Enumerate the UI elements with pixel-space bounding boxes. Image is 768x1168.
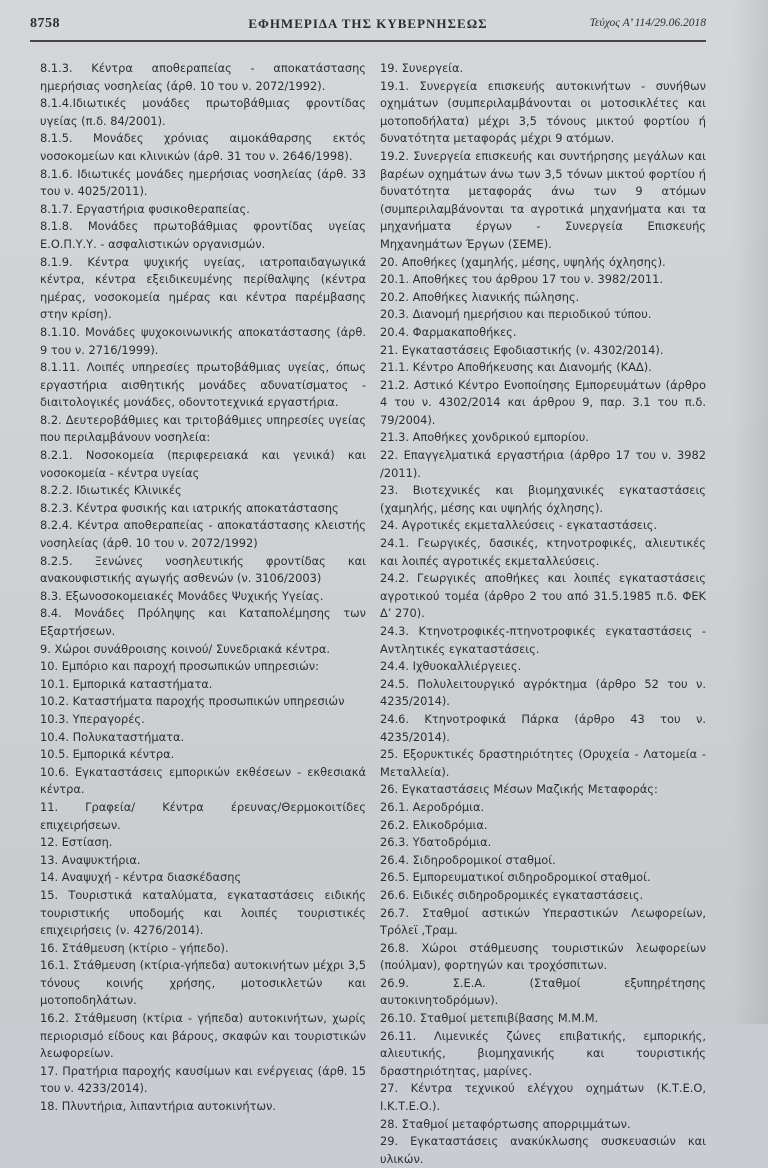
list-item: 20. Αποθήκες (χαμηλής, μέσης, υψηλής όχλησης). (380, 254, 666, 269)
list-item: 8.1.6. Ιδιωτικές μονάδες ημερήσιας νοσηλείας (άρθ. 33 του ν. 4025/2011). (40, 166, 366, 199)
list-item: 8.2.5. Ξενώνες νοσηλευτικής φροντίδας και ανακουφιστικής αγωγής ασθενών (ν. 3106/2003) (40, 553, 366, 586)
list-item: 20.1. Αποθήκες του άρθρου 17 του ν. 3982/2011. (380, 272, 663, 287)
list-item: 10.2. Καταστήματα παροχής προσωπικών υπηρεσιών (40, 694, 345, 709)
list-item: 24.6. Κτηνοτροφικά Πάρκα (άρθρο 43 του ν. 4235/2014). (380, 711, 706, 744)
list-item: 8.1.3. Κέντρα αποθεραπείας - αποκατάστασης ημερήσιας νοσηλείας (άρθ. 10 του ν. 2072/1992). (40, 61, 366, 93)
list-item: 24.5. Πολυλειτουργικό αγρόκτημα (άρθρο 52 του ν. 4235/2014). (380, 676, 706, 709)
list-item: 24.2. Γεωργικές αποθήκες και λοιπές εγκαταστάσεις αγροτικού τομέα (άρθρο 2 του από 31.5.1985 π.δ. ΦΕΚ Δ’ 270). (380, 571, 706, 621)
list-item: 20.3. Διανομή ημερήσιου και περιοδικού τύπου. (380, 307, 652, 322)
page-header (30, 12, 706, 42)
list-item: 22. Επαγγελματικά εργαστήρια (άρθρο 17 του ν. 3982 /2011). (380, 448, 706, 480)
list-item: 16.2. Στάθμευση (κτίρια - γήπεδα) αυτοκινήτων, χωρίς περιορισμό είδους και βάρους, σκαφών και τουριστικών λεωφορείων. (40, 1011, 366, 1061)
list-item: 9. Χώροι συνάθροισης κοινού/ Συνεδριακά κέντρα. (40, 641, 331, 656)
list-item: 8.1.4.Ιδιωτικές μονάδες πρωτοβάθμιας φροντίδας υγείας (π.δ. 84/2001). (40, 96, 366, 128)
list-item: 8.1.7. Εργαστήρια φυσικοθεραπείας. (40, 201, 250, 216)
list-item: 26.9. Σ.Ε.Α. (Σταθμοί εξυπηρέτησης αυτοκινητοδρόμων). (380, 975, 706, 1008)
list-item: 17. Πρατήρια παροχής καυσίμων και ενέργειας (άρθ. 15 του ν. 4233/2014). (40, 1063, 366, 1096)
list-item: 10.3. Υπεραγορές. (40, 711, 145, 726)
list-item: 20.4. Φαρμακαποθήκες. (380, 324, 517, 339)
list-item: 27. Κέντρα τεχνικού ελέγχου οχημάτων (Κ.Τ.Ε.Ο, Ι.Κ.Τ.Ε.Ο.). (380, 1081, 706, 1114)
list-item: 24.3. Κτηνοτροφικές-πτηνοτροφικές εγκαταστάσεις - Αντλητικές εγκαταστάσεις. (380, 624, 706, 656)
list-item: 28. Σταθμοί μεταφόρτωσης απορριμμάτων. (380, 1116, 631, 1131)
list-item: 21.1. Κέντρο Αποθήκευσης και Διανομής (ΚΑΔ). (380, 360, 652, 375)
list-item: 8.1.10. Μονάδες ψυχοκοινωνικής αποκατάστασης (άρθ. 9 του ν. 2716/1999). (40, 324, 366, 357)
list-item: 26.11. Λιμενικές ζώνες επιβατικής, εμπορικής, αλιευτικής, βιομηχανικής και τουριστικής δραστηριότητας, μαρίνες. (380, 1028, 706, 1078)
list-item: 15. Τουριστικά καταλύματα, εγκαταστάσεις ειδικής τουριστικής υποδομής και λοιπές τουριστικές επιχειρήσεις (ν. 4276/2014). (40, 887, 366, 938)
list-item: 8.1.11. Λοιπές υπηρεσίες πρωτοβάθμιας υγείας, όπως εργαστήρια αισθητικής μονάδες αδυνατίσματος - διαιτολογικές μονάδες, οδοντοτεχνικά εργαστήρια. (40, 360, 366, 410)
list-item: 12. Εστίαση. (40, 835, 113, 850)
list-item: 8.4. Μονάδες Πρόληψης και Καταπολέμησης των Εξαρτήσεων. (40, 606, 366, 638)
list-item: 26.3. Υδατοδρόμια. (380, 835, 492, 850)
list-item: 8.2.2. Ιδιωτικές Κλινικές (40, 483, 182, 498)
list-item: 8.1.9. Κέντρα ψυχικής υγείας, ιατροπαιδαγωγικά κέντρα, κέντρα εξειδικευμένης περίθαλψης (κέντρα ημέρας, νοσοκομεία ημέρας και κέντρα παρέμβασης στην κρίση). (40, 254, 366, 322)
list-item: 16.1. Στάθμευση (κτίρια-γήπεδα) αυτοκινήτων μέχρι 3,5 τόνους κοινής χρήσης, μοτοσικλετών και μοτοποδηλάτων. (40, 958, 366, 1008)
list-item: 11. Γραφεία/ Κέντρα έρευνας/Θερμοκοιτίδες επιχειρήσεων. (40, 799, 366, 832)
list-item: 24. Αγροτικές εκμεταλλεύσεις - εγκαταστάσεις. (380, 518, 658, 533)
list-item: 26.6. Ειδικές σιδηροδρομικές εγκαταστάσεις. (380, 887, 644, 902)
list-item: 8.2.3. Κέντρα φυσικής και ιατρικής αποκατάστασης (40, 500, 339, 515)
list-item: 10.6. Εγκαταστάσεις εμπορικών εκθέσεων - εκθεσιακά κέντρα. (40, 764, 366, 797)
list-item: 10.1. Εμπορικά καταστήματα. (40, 676, 213, 691)
list-item: 25. Εξορυκτικές δραστηριότητες (Ορυχεία - Λατομεία - Μεταλλεία). (380, 747, 706, 779)
right-column (380, 60, 706, 1166)
left-column (40, 60, 366, 1114)
list-item: 10.5. Εμπορικά κέντρα. (40, 747, 175, 762)
list-item: 18. Πλυντήρια, λιπαντήρια αυτοκινήτων. (40, 1099, 276, 1114)
list-item: 26.8. Χώροι στάθμευσης τουριστικών λεωφορείων (πούλμαν), φορτηγών και τροχόσπιτων. (380, 940, 706, 973)
list-item: 26.7. Σταθμοί αστικών Υπεραστικών Λεωφορείων, Τρόλεϊ ,Τραμ. (380, 905, 706, 938)
list-item: 10.4. Πολυκαταστήματα. (40, 729, 185, 744)
list-item: 26.1. Αεροδρόμια. (380, 799, 485, 814)
list-item: 20.2. Αποθήκες λιανικής πώλησης. (380, 289, 580, 304)
issue-info: Τεύχος Α’ 114/29.06.2018 (589, 17, 706, 29)
list-item: 8.3. Εξωνοσοκομειακές Μονάδες Ψυχικής Υγείας. (40, 588, 324, 603)
page-number: 8758 (30, 16, 60, 31)
list-item: 24.4. Ιχθυοκαλλιέργειες. (380, 659, 522, 674)
list-item: 21. Εγκαταστάσεις Εφοδιαστικής (ν. 4302/2014). (380, 342, 664, 357)
list-item: 29. Εγκαταστάσεις ανακύκλωσης συσκευασιών και υλικών. (380, 1134, 706, 1166)
gazette-title: ΕΦΗΜΕΡΙΔΑ ΤΗΣ ΚΥΒΕΡΝΗΣΕΩΣ (248, 16, 488, 31)
page-edge-shadow (732, 0, 768, 1024)
list-item: 19.1. Συνεργεία επισκευής αυτοκινήτων - συνήθων οχημάτων (συμπεριλαμβάνονται οι μοτοσικλέτες και μοτοποδήλατα) μέχρι 3,5 τόνους μικτού φορτίου ή δυνατότητα μεταφοράς μέχρι 9 ατόμων. (380, 78, 706, 146)
list-item: 23. Βιοτεχνικές και βιομηχανικές εγκαταστάσεις (χαμηλής, μέσης και υψηλής όχλησης). (380, 483, 706, 515)
list-item: 21.2. Αστικό Κέντρο Ενοποίησης Εμπορευμάτων (άρθρο 4 του ν. 4302/2014 και άρθρου 9, παρ. 3.1 του π.δ. 79/2004). (380, 377, 706, 427)
list-item: 13. Αναψυκτήρια. (40, 852, 141, 867)
list-item: 19.2. Συνεργεία επισκευής και συντήρησης μεγάλων και βαρέων οχημάτων άνω των 3,5 τόνων μικτού φορτίου ή δυνατότητα μεταφοράς άνω των 9 ατόμων (συμπεριλαμβάνονται τα αγροτικά μηχανήματα και τα μηχανήματα έργων - Συνεργεία Επισκευής Μηχανημάτων Έργων (ΣΕΜΕ). (380, 148, 706, 251)
list-item: 16. Στάθμευση (κτίριο - γήπεδο). (40, 940, 229, 955)
list-item: 8.1.5. Μονάδες χρόνιας αιμοκάθαρσης εκτός νοσοκομείων και κλινικών (άρθ. 31 του ν. 2646/1998). (40, 131, 366, 163)
list-item: 14. Αναψυχή - κέντρα διασκέδασης (40, 870, 242, 885)
list-item: 26.4. Σιδηροδρομικοί σταθμοί. (380, 852, 556, 867)
list-item: 26.2. Ελικοδρόμια. (380, 817, 488, 832)
list-item: 26.5. Εμπορευματικοί σιδηροδρομικοί σταθμοί. (380, 870, 651, 885)
list-item: 8.2.4. Κέντρα αποθεραπείας - αποκατάστασης κλειστής νοσηλείας (άρθ. 10 του ν. 2072/1992) (40, 518, 366, 551)
list-item: 26.10. Σταθμοί μετεπιβίβασης Μ.Μ.Μ. (380, 1011, 599, 1026)
list-item: 24.1. Γεωργικές, δασικές, κτηνοτροφικές, αλιευτικές και λοιπές αγροτικές εκμεταλλεύσεις. (380, 536, 706, 568)
list-item: 10. Εμπόριο και παροχή προσωπικών υπηρεσιών: (40, 659, 319, 674)
text-columns (40, 60, 706, 1166)
list-item: 21.3. Αποθήκες χονδρικού εμπορίου. (380, 430, 589, 445)
list-item: 8.2. Δευτεροβάθμιες και τριτοβάθμιες υπηρεσίες υγείας που περιλαμβάνουν νοσηλεία: (40, 412, 366, 445)
list-item: 19. Συνεργεία. (380, 61, 464, 75)
list-item: 26. Εγκαταστάσεις Μέσων Μαζικής Μεταφοράς: (380, 782, 658, 797)
list-item: 8.1.8. Μονάδες πρωτοβάθμιας φροντίδας υγείας Ε.Ο.Π.Υ.Υ. - ασφαλιστικών οργανισμών. (40, 219, 366, 251)
list-item: 8.2.1. Νοσοκομεία (περιφερειακά και γενικά) και νοσοκομεία - κέντρα υγείας (40, 448, 366, 480)
